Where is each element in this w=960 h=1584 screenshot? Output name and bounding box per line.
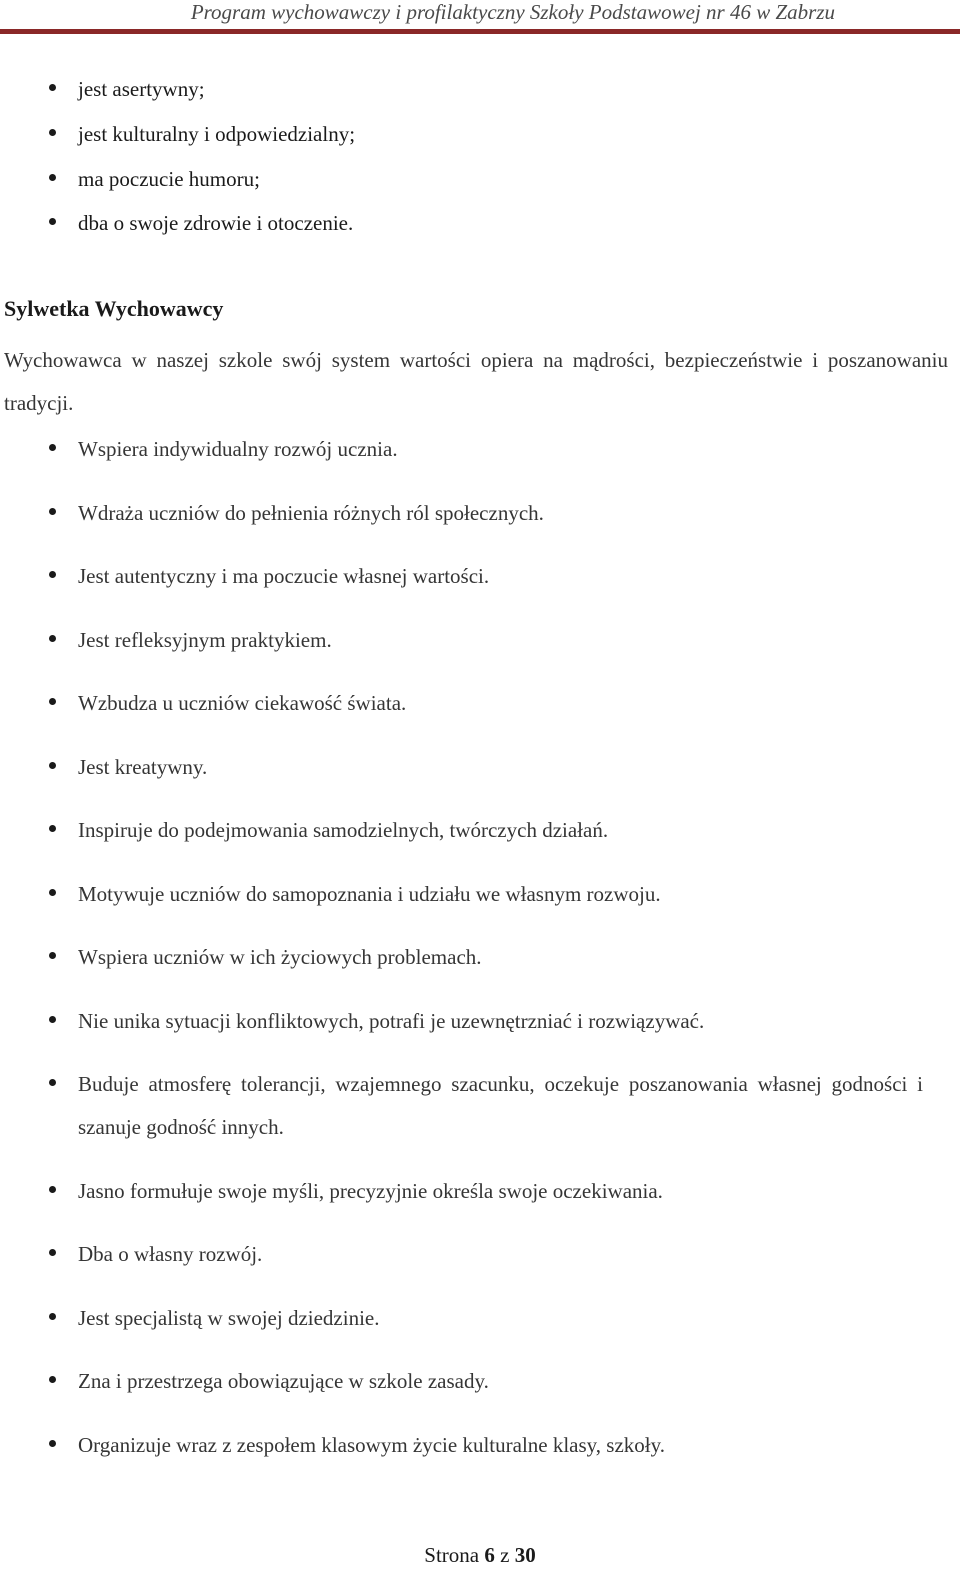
bullet-icon	[49, 635, 56, 642]
page-footer	[0, 1543, 960, 1568]
bullet-icon	[49, 1016, 56, 1023]
bullet-icon	[49, 1249, 56, 1256]
bullet-icon	[49, 174, 56, 181]
bullet-icon	[49, 952, 56, 959]
bullet-icon	[49, 698, 56, 705]
bullet-icon	[49, 571, 56, 578]
page-header	[0, 0, 960, 36]
bullet-icon	[49, 1079, 56, 1086]
footer-page-number: 6	[484, 1543, 495, 1567]
section-heading: Sylwetka Wychowawcy	[4, 296, 224, 321]
bullet-icon	[49, 84, 56, 91]
bullet-icon	[49, 508, 56, 515]
bullet-icon	[49, 218, 56, 225]
header-rule	[0, 29, 960, 34]
header-title: Program wychowawczy i profilaktyczny Szkoły Podstawowej nr 46 w Zabrzu	[190, 0, 835, 24]
bullet-icon	[49, 889, 56, 896]
footer-prefix: Strona	[424, 1543, 480, 1567]
footer-total-pages: 30	[514, 1543, 536, 1567]
bullet-icon	[49, 129, 56, 136]
section-intro: Wychowawca w naszej szkole swój system wartości opiera na mądrości, bezpieczeństwie i poszanowaniu tradycji.	[4, 348, 948, 415]
bullet-icon	[49, 1186, 56, 1193]
bullet-icon	[49, 1376, 56, 1383]
bullet-icon	[49, 1313, 56, 1320]
bullet-icon	[49, 825, 56, 832]
bullet-icon	[49, 444, 56, 451]
footer-separator: z	[500, 1543, 510, 1567]
bullet-icon	[49, 1440, 56, 1447]
bullet-icon	[49, 762, 56, 769]
